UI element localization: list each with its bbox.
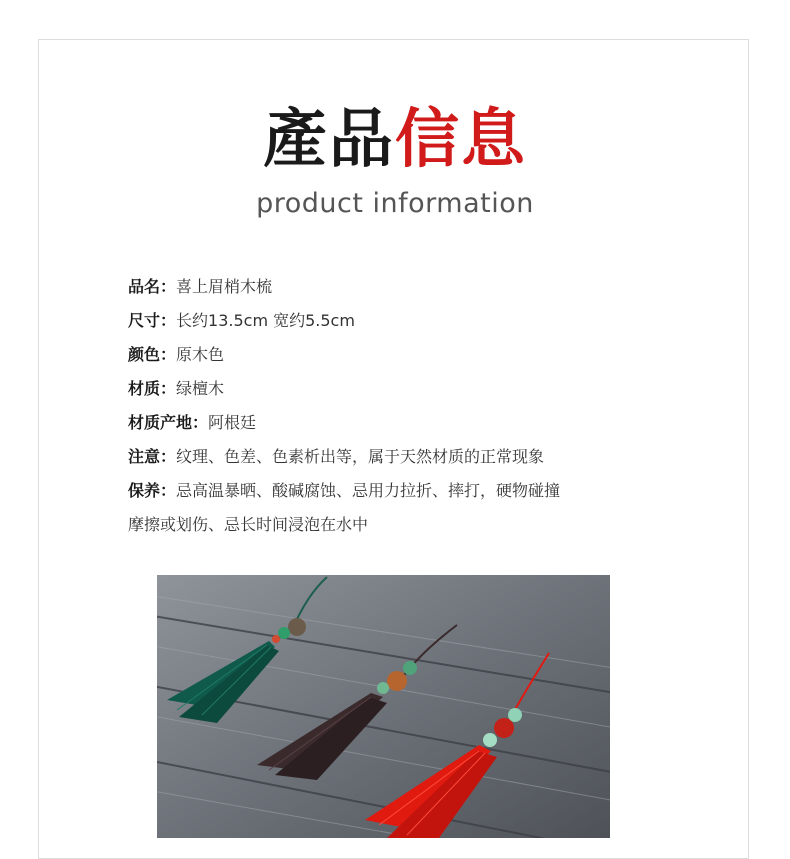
detail-row-care-continued: 摩擦或划伤、忌长时间浸泡在水中: [128, 515, 369, 534]
detail-row-origin: [128, 406, 688, 440]
product-details: [128, 270, 688, 542]
heading-title-black: 產品: [263, 102, 395, 177]
detail-label: 颜色：: [128, 345, 177, 364]
detail-label: 尺寸：: [128, 311, 177, 330]
detail-value: 纹理、色差、色素析出等，属于天然材质的正常现象: [176, 447, 545, 466]
tassel-photo-illustration: [157, 575, 610, 838]
detail-value: 阿根廷: [208, 413, 257, 432]
detail-label: 保养：: [128, 481, 177, 500]
detail-value: 绿檀木: [176, 379, 225, 398]
detail-row-care: [128, 474, 688, 508]
heading-subtitle: product information: [256, 188, 534, 219]
detail-row-notice: [128, 440, 688, 474]
detail-value: 喜上眉梢木梳: [176, 277, 273, 296]
detail-label: 品名：: [128, 277, 177, 296]
detail-row-size: [128, 304, 688, 338]
detail-value: 原木色: [176, 345, 225, 364]
detail-label: 材质：: [128, 379, 177, 398]
detail-row-name: [128, 270, 688, 304]
detail-value: 长约13.5cm 宽约5.5cm: [176, 311, 355, 330]
detail-row-material: [128, 372, 688, 406]
product-photo: [157, 575, 610, 838]
detail-value: 忌高温暴晒、酸碱腐蚀、忌用力拉折、摔打，硬物碰撞: [176, 481, 561, 500]
detail-row-color: [128, 338, 688, 372]
section-heading: [0, 100, 790, 222]
detail-label: 材质产地：: [128, 413, 209, 432]
detail-label: 注意：: [128, 447, 177, 466]
heading-title-red: 信息: [395, 102, 527, 177]
heading-title: [0, 100, 790, 180]
